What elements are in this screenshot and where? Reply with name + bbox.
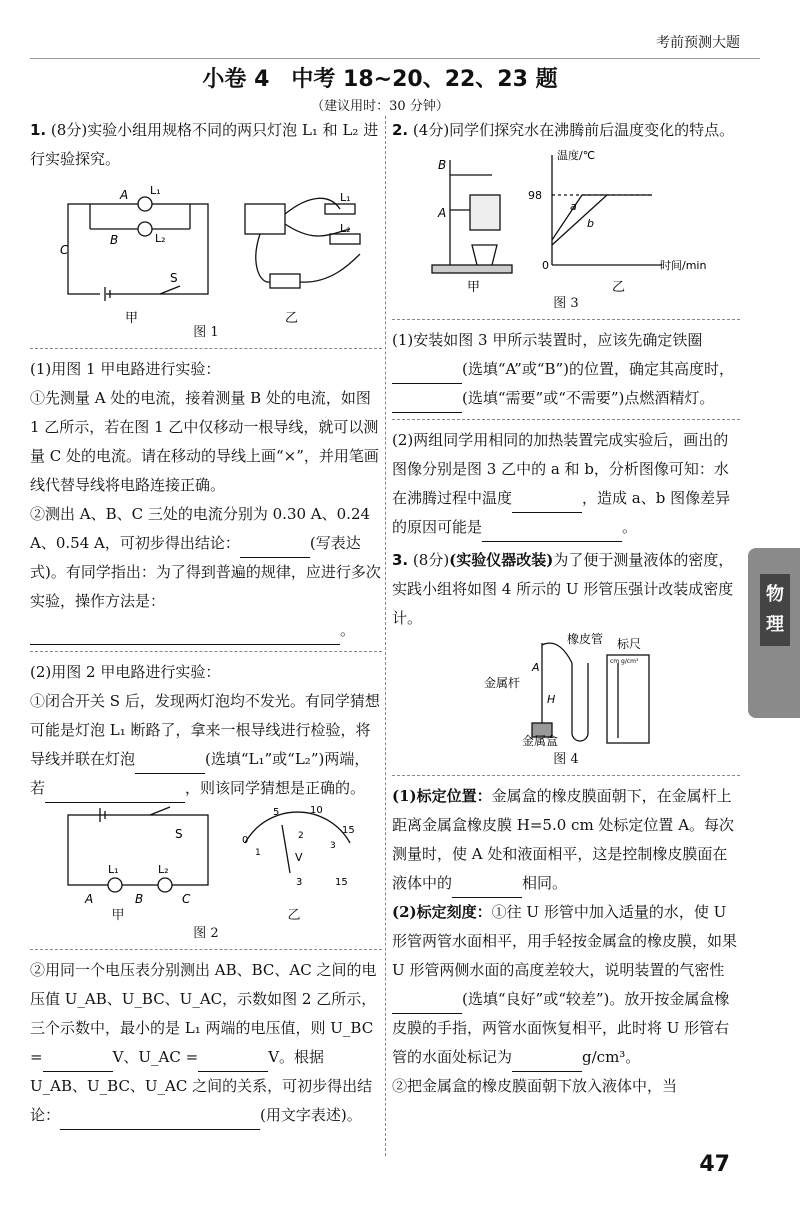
- q3-topic: (实验仪器改装): [449, 551, 554, 569]
- fig2-label-C: C: [182, 892, 191, 906]
- q3-part2: [392, 898, 740, 1072]
- answer-blank[interactable]: [45, 785, 185, 803]
- fig1-label-L1: L₁: [150, 184, 161, 197]
- q1-part2-item2: [30, 956, 382, 1130]
- figure-3: [392, 145, 740, 295]
- answer-blank[interactable]: [392, 395, 462, 413]
- right-column: [392, 116, 740, 1101]
- figure-4: [392, 633, 740, 751]
- q1-p2-2a: ②用同一个电压表分别测出 AB、BC、AC 之间的电压值 U_AB、U_BC、U_AC，示数如图 2 乙所示，三个示数中，最小的是 L₁ 两端的电压值，则 U_BC =: [30, 961, 377, 1066]
- q1-part1-item1: ①先测量 A 处的电流，接着测量 B 处的电流，如图 1 乙所示，若在图 1 乙中仅移动一根导线，就可以测量 C 处的电流。请在移动的导线上画“×”，并用笔画线代替导线将电路连接正确。: [30, 389, 379, 494]
- subject-side-tab: [748, 548, 800, 718]
- answer-blank[interactable]: [512, 1054, 582, 1072]
- q1-p1-2a: ②测出 A、B、C 三处的电流分别为 0.30 A、0.24 A、0.54 A，可初步得出结论：: [30, 505, 371, 552]
- q3-intro: [392, 546, 740, 633]
- column-divider: [385, 116, 386, 1156]
- figure-3-caption: 图 3: [553, 296, 579, 311]
- fig3-yi: 乙: [612, 280, 626, 295]
- fig2-tick-10: 10: [310, 805, 323, 816]
- q1-p2-2b: V、U_AC =: [112, 1048, 199, 1066]
- q2-intro-text: (4分)同学们探究水在沸腾前后温度变化的特点。: [412, 121, 735, 139]
- q3-p1-head: (1)标定位置：: [392, 787, 492, 805]
- separator: [392, 775, 740, 776]
- fig4-label-H: H: [547, 693, 556, 706]
- q3-intro-text: 为了便于测量液体的密度，实践小组将如图 4 所示的 U 形管压强计改装成密度计。: [392, 551, 734, 627]
- left-column: [30, 116, 382, 1130]
- q2-p2b: ，造成 a、b 图像差异的原因可能是: [392, 489, 731, 536]
- fig2-yi: 乙: [287, 908, 301, 923]
- answer-blank[interactable]: [240, 540, 310, 558]
- q2-p2c: 。: [622, 518, 638, 536]
- answer-blank[interactable]: [482, 524, 622, 542]
- q1-p2-1b: (选填“L₁”或“L₂”)两端，若: [30, 750, 370, 797]
- q1-intro: [30, 116, 382, 174]
- figure-1-drawing: [30, 174, 382, 326]
- q3-score: (8分): [412, 551, 450, 569]
- fig4-units: cm g/cm³: [610, 658, 639, 665]
- answer-blank[interactable]: [135, 756, 205, 774]
- fig3-y98: 98: [528, 189, 542, 202]
- fig3-label-B: B: [438, 158, 447, 172]
- q3-p1b: 相同。: [522, 874, 568, 892]
- fig2-terminal-3: 3: [296, 877, 303, 888]
- q2-intro: [392, 116, 740, 145]
- fig2-sub-1: 1: [255, 848, 261, 858]
- fig2-sub-3: 3: [330, 841, 336, 851]
- answer-blank[interactable]: [198, 1054, 268, 1072]
- fig2-terminal-15: 15: [335, 877, 348, 888]
- fig3-jia: 甲: [467, 280, 481, 295]
- q3-p1a: 金属盒的橡皮膜面朝下，在金属杆上距离金属盒橡皮膜 H=5.0 cm 处标定位置 A。每次测量时，使 A 处和液面相平，这是控制橡皮膜面在液体中的: [392, 787, 735, 892]
- answer-blank[interactable]: [392, 996, 462, 1014]
- fig3-origin: 0: [542, 259, 549, 272]
- fig1-yi: 乙: [285, 311, 299, 326]
- fig2-sub-2: 2: [298, 831, 304, 841]
- answer-blank[interactable]: [452, 880, 522, 898]
- q3-part3: ②把金属盒的橡皮膜面朝下放入液体中，当: [392, 1077, 678, 1095]
- fig4-rod: 金属杆: [484, 676, 521, 690]
- figure-2-drawing: [30, 803, 382, 913]
- q2-p1b: (选填“A”或“B”)的位置，确定其高度时，: [462, 360, 735, 378]
- q1-part1-head: (1)用图 1 甲电路进行实验：: [30, 360, 221, 378]
- q1-part2-item1: [30, 687, 382, 803]
- fig1-yi-L2: L₂: [340, 222, 351, 235]
- fig4-label-A: A: [532, 661, 540, 674]
- header-rule: [30, 58, 760, 59]
- separator: [30, 651, 382, 652]
- figure-3-drawing: [392, 145, 722, 295]
- subject-side-tab-label: 物理: [760, 574, 790, 646]
- page-subtitle: （建议用时：30 分钟）: [311, 99, 449, 114]
- q1-p1-2b: (写表达式)。有同学指出：为了得到普遍的规律，应进行多次实验，操作方法是：: [30, 534, 381, 610]
- fig2-label-L1: L₁: [108, 863, 119, 876]
- answer-blank[interactable]: [30, 627, 340, 645]
- figure-1-caption: 图 1: [193, 325, 219, 340]
- page-title: 小卷 4 中考 18~20、22、23 题: [202, 67, 558, 92]
- fig3-ylabel: 温度/℃: [557, 149, 596, 162]
- q1-part2-head: (2)用图 2 甲电路进行实验：: [30, 663, 221, 681]
- answer-blank[interactable]: [512, 495, 582, 513]
- q2-part2: [392, 426, 740, 542]
- q3-number: 3.: [392, 551, 409, 569]
- answer-blank[interactable]: [392, 366, 462, 384]
- q3-part1: [392, 782, 740, 898]
- fig1-jia: 甲: [125, 311, 139, 326]
- q1-p2-1c: ，则该同学猜想是正确的。: [185, 779, 366, 797]
- fig2-tick-5: 5: [273, 807, 280, 818]
- fig4-box: 金属盒: [522, 734, 559, 748]
- q1-p2-2c: V。根据 U_AB、U_BC、U_AC 之间的关系，可初步得出结论：: [30, 1048, 373, 1124]
- figure-4-drawing: [392, 633, 740, 751]
- fig2-tick-0: 0: [242, 835, 249, 846]
- fig3-label-A: A: [438, 206, 447, 220]
- fig1-label-S: S: [170, 271, 178, 285]
- header-right-label: 考前预测大题: [656, 35, 740, 51]
- q1-p2-2d: (用文字表述)。: [260, 1106, 362, 1124]
- fig4-rubber-tube: 橡皮管: [567, 632, 604, 646]
- answer-blank[interactable]: [43, 1054, 113, 1072]
- answer-blank[interactable]: [60, 1112, 260, 1130]
- separator: [30, 348, 382, 349]
- fig2-label-L2: L₂: [158, 863, 169, 876]
- fig1-label-A: A: [120, 188, 129, 202]
- q3-p2a: ①往 U 形管中加入适量的水，使 U 形管两管水面相平，用手轻按金属盒的橡皮膜，如果 U 形管两侧水面的高度差较大，说明装置的气密性: [392, 903, 738, 979]
- separator: [30, 949, 382, 950]
- figure-2-caption: 图 2: [193, 926, 219, 941]
- page-number: 47: [699, 1152, 730, 1177]
- q1-part1-item2: [30, 500, 382, 645]
- q3-p2-head: (2)标定刻度：: [392, 903, 492, 921]
- q3-p2c: g/cm³。: [582, 1048, 641, 1066]
- fig1-label-C: C: [60, 243, 69, 257]
- q1-p2-1a: ①闭合开关 S 后，发现两灯泡均不发光。有同学猜想可能是灯泡 L₁ 断路了，拿来一根导线进行检验，将导线并联在灯泡: [30, 692, 380, 768]
- fig2-jia: 甲: [111, 908, 125, 923]
- fig3-series-a: a: [570, 200, 577, 213]
- fig2-tick-15: 15: [342, 825, 355, 836]
- q2-p2a: (2)两组同学用相同的加热装置完成实验后，画出的图像分别是图 3 乙中的 a 和 b，分析图像可知：水在沸腾过程中温度: [392, 431, 729, 507]
- q2-number: 2.: [392, 121, 409, 139]
- fig2-label-B: B: [135, 892, 144, 906]
- fig2-V: V: [295, 851, 303, 864]
- fig3-xlabel: 时间/min: [660, 259, 707, 272]
- figure-1: [30, 174, 382, 324]
- q1-number: 1.: [30, 121, 47, 139]
- q1-p1-2c: 。: [340, 621, 356, 639]
- separator: [392, 419, 740, 420]
- separator: [392, 319, 740, 320]
- q2-part1: [392, 326, 740, 413]
- fig2-label-S: S: [175, 827, 183, 841]
- fig4-ruler: 标尺: [617, 637, 642, 651]
- fig1-yi-L1: L₁: [340, 191, 351, 204]
- figure-2: [30, 803, 382, 913]
- figure-4-caption: 图 4: [553, 752, 579, 767]
- q3-p2b: (选填“良好”或“较差”)。放开按金属盒橡皮膜的手指，两管水面恢复相平，此时将 U 形管右管的水面处标记为: [392, 990, 730, 1066]
- q2-p1c: (选填“需要”或“不需要”)点燃酒精灯。: [462, 389, 715, 407]
- q1-intro-text: (8分)实验小组用规格不同的两只灯泡 L₁ 和 L₂ 进行实验探究。: [30, 121, 379, 168]
- q2-p1a: (1)安装如图 3 甲所示装置时，应该先确定铁圈: [392, 331, 703, 349]
- fig2-label-A: A: [85, 892, 94, 906]
- fig1-label-L2: L₂: [155, 232, 166, 245]
- fig1-label-B: B: [110, 233, 119, 247]
- fig3-series-b: b: [587, 217, 594, 230]
